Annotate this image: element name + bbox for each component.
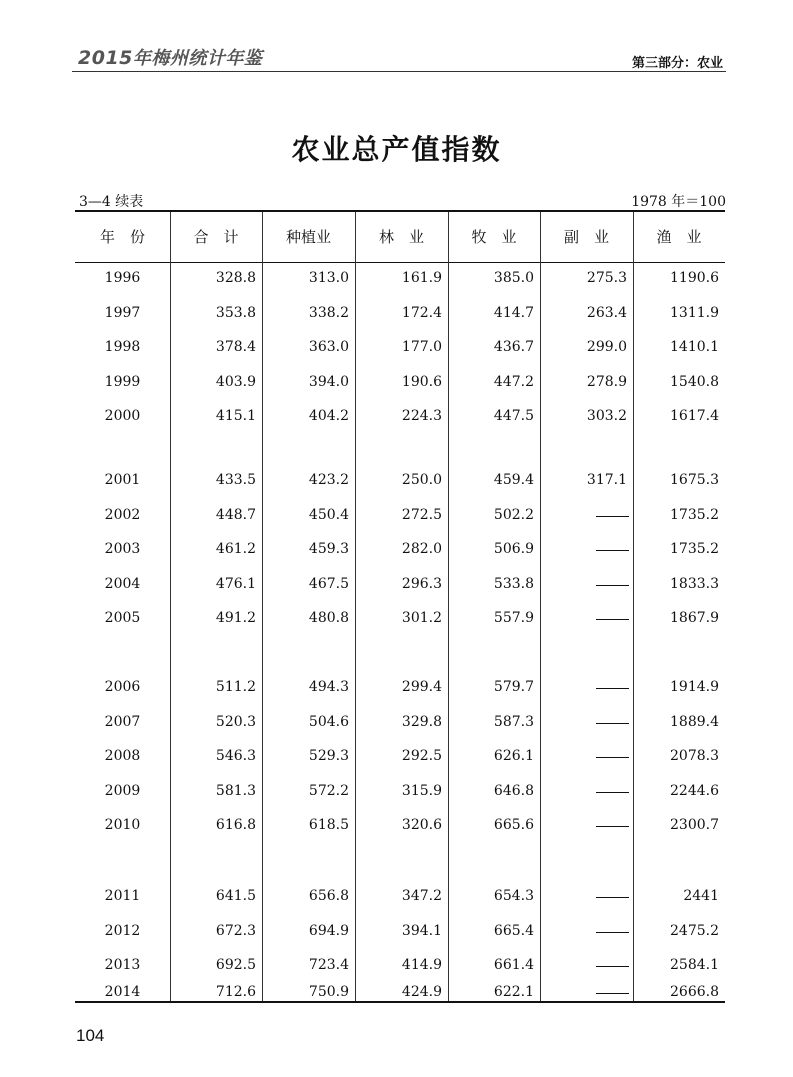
- column-divider: [633, 212, 634, 1001]
- cell-fishery: 2666.8: [670, 984, 719, 1000]
- cell-crop: 313.0: [308, 270, 349, 286]
- cell-total: 403.9: [215, 373, 256, 390]
- cell-forestry: 250.0: [401, 472, 442, 488]
- cell-crop: 656.8: [308, 888, 349, 904]
- cell-fishery: 1540.8: [670, 373, 719, 390]
- cell-total: 546.3: [215, 748, 256, 765]
- cell-total: 511.2: [215, 679, 256, 695]
- cell-total: 476.1: [215, 575, 256, 592]
- cell-forestry: 190.6: [401, 373, 442, 390]
- running-header-title: [78, 44, 262, 70]
- cell-year: 2007: [104, 713, 141, 730]
- cell-crop: 338.2: [308, 304, 349, 321]
- column-header-sideline: 副 业: [563, 228, 609, 246]
- cell-fishery: 1617.4: [670, 408, 719, 425]
- cell-sideline: 278.9: [586, 373, 627, 390]
- column-header-total: 合 计: [193, 228, 239, 246]
- cell-forestry: 296.3: [401, 575, 442, 592]
- cell-total: 616.8: [215, 817, 256, 834]
- cell-crop: 618.5: [308, 817, 349, 834]
- base-note: 1978 年＝100: [631, 194, 726, 210]
- cell-fishery: 1735.2: [670, 506, 719, 523]
- cell-forestry: 172.4: [401, 304, 442, 321]
- column-header-year: 年 份: [99, 228, 145, 246]
- column-header-forestry: 林 业: [378, 228, 424, 246]
- cell-year: 1997: [104, 304, 141, 321]
- column-divider: [355, 212, 356, 1001]
- cell-forestry: 315.9: [401, 782, 442, 799]
- cell-forestry: 177.0: [401, 339, 442, 356]
- cell-forestry: 224.3: [401, 408, 442, 425]
- cell-sideline: 317.1: [586, 472, 627, 488]
- header-rule: [72, 71, 726, 72]
- cell-forestry: 320.6: [401, 817, 442, 834]
- cell-forestry: 282.0: [401, 541, 442, 558]
- cell-forestry: 301.2: [401, 610, 442, 627]
- no-data-dash: [596, 897, 629, 898]
- cell-total: 491.2: [215, 610, 256, 627]
- cell-sideline: 299.0: [586, 339, 627, 356]
- cell-year: 1998: [104, 339, 141, 356]
- cell-year: 1996: [104, 270, 141, 286]
- cell-year: 2000: [104, 408, 141, 425]
- cell-sideline: 275.3: [586, 270, 627, 286]
- cell-crop: 494.3: [308, 679, 349, 695]
- no-data-dash: [596, 792, 629, 793]
- cell-total: 461.2: [215, 541, 256, 558]
- cell-year: 1999: [104, 373, 141, 390]
- cell-total: 328.8: [215, 270, 256, 286]
- cell-livestock: 533.8: [493, 575, 534, 592]
- cell-fishery: 2244.6: [670, 782, 719, 799]
- cell-livestock: 506.9: [493, 541, 534, 558]
- cell-crop: 572.2: [308, 782, 349, 799]
- cell-total: 378.4: [215, 339, 256, 356]
- cell-forestry: 161.9: [401, 270, 442, 286]
- cell-year: 2012: [104, 922, 141, 939]
- column-header-livestock: 牧 业: [471, 228, 517, 246]
- header-section: 第三部分：农业: [631, 56, 723, 71]
- cell-year: 2014: [104, 984, 141, 1000]
- cell-crop: 750.9: [308, 984, 349, 1000]
- no-data-dash: [596, 550, 629, 551]
- table-id: 3—4 续表: [79, 194, 144, 210]
- page-title: 农业总产值指数: [291, 133, 502, 166]
- cell-fishery: 1190.6: [670, 270, 719, 286]
- no-data-dash: [596, 688, 629, 689]
- cell-year: 2004: [104, 575, 141, 592]
- column-header-crop: 种植业: [285, 228, 331, 246]
- cell-forestry: 347.2: [401, 888, 442, 904]
- cell-year: 2008: [104, 748, 141, 765]
- cell-total: 672.3: [215, 922, 256, 939]
- cell-forestry: 272.5: [401, 506, 442, 523]
- cell-livestock: 654.3: [493, 888, 534, 904]
- cell-livestock: 661.4: [493, 957, 534, 973]
- cell-crop: 394.0: [308, 373, 349, 390]
- cell-crop: 504.6: [308, 713, 349, 730]
- column-divider: [540, 212, 541, 1001]
- table-top-rule: [75, 210, 725, 212]
- cell-year: 2009: [104, 782, 141, 799]
- cell-crop: 404.2: [308, 408, 349, 425]
- cell-forestry: 329.8: [401, 713, 442, 730]
- cell-livestock: 665.6: [493, 817, 534, 834]
- cell-livestock: 447.2: [493, 373, 534, 390]
- cell-year: 2013: [104, 957, 141, 973]
- cell-sideline: 263.4: [586, 304, 627, 321]
- cell-forestry: 394.1: [401, 922, 442, 939]
- cell-fishery: 1311.9: [670, 304, 719, 321]
- cell-fishery: 1914.9: [670, 679, 719, 695]
- no-data-dash: [596, 619, 629, 620]
- cell-year: 2003: [104, 541, 141, 558]
- table-header-rule: [75, 262, 725, 263]
- header-book-title: 年梅州统计年鉴: [132, 48, 263, 69]
- cell-crop: 529.3: [308, 748, 349, 765]
- cell-fishery: 1735.2: [670, 541, 719, 558]
- cell-total: 448.7: [215, 506, 256, 523]
- cell-forestry: 292.5: [401, 748, 442, 765]
- cell-forestry: 299.4: [401, 679, 442, 695]
- cell-fishery: 2475.2: [670, 922, 719, 939]
- no-data-dash: [596, 993, 629, 994]
- cell-livestock: 579.7: [493, 679, 534, 695]
- cell-livestock: 385.0: [493, 270, 534, 286]
- cell-forestry: 414.9: [401, 957, 442, 973]
- header-year: 2015: [78, 47, 133, 69]
- no-data-dash: [596, 723, 629, 724]
- cell-total: 353.8: [215, 304, 256, 321]
- no-data-dash: [596, 516, 629, 517]
- no-data-dash: [596, 826, 629, 827]
- cell-forestry: 424.9: [401, 984, 442, 1000]
- column-header-fishery: 渔 业: [656, 228, 702, 246]
- cell-crop: 363.0: [308, 339, 349, 356]
- cell-fishery: 1675.3: [670, 472, 719, 488]
- cell-total: 712.6: [215, 984, 256, 1000]
- cell-crop: 467.5: [308, 575, 349, 592]
- cell-crop: 423.2: [308, 472, 349, 488]
- column-divider: [262, 212, 263, 1001]
- page-number: 104: [76, 1026, 105, 1045]
- cell-livestock: 459.4: [493, 472, 534, 488]
- cell-fishery: 2078.3: [670, 748, 719, 765]
- cell-crop: 480.8: [308, 610, 349, 627]
- cell-total: 641.5: [215, 888, 256, 904]
- cell-fishery: 2441: [683, 888, 719, 904]
- cell-crop: 450.4: [308, 506, 349, 523]
- cell-total: 581.3: [215, 782, 256, 799]
- cell-crop: 459.3: [308, 541, 349, 558]
- cell-livestock: 626.1: [493, 748, 534, 765]
- cell-fishery: 1889.4: [670, 713, 719, 730]
- cell-livestock: 622.1: [493, 984, 534, 1000]
- cell-crop: 723.4: [308, 957, 349, 973]
- cell-fishery: 2584.1: [670, 957, 719, 973]
- cell-year: 2011: [104, 888, 141, 904]
- cell-year: 2010: [104, 817, 141, 834]
- cell-livestock: 557.9: [493, 610, 534, 627]
- cell-year: 2001: [104, 472, 141, 488]
- cell-sideline: 303.2: [586, 408, 627, 425]
- cell-total: 520.3: [215, 713, 256, 730]
- no-data-dash: [596, 757, 629, 758]
- cell-year: 2005: [104, 610, 141, 627]
- table-bottom-rule: [75, 1001, 725, 1003]
- column-divider: [170, 212, 171, 1001]
- cell-livestock: 447.5: [493, 408, 534, 425]
- cell-fishery: 1410.1: [670, 339, 719, 356]
- no-data-dash: [596, 966, 629, 967]
- no-data-dash: [596, 585, 629, 586]
- no-data-dash: [596, 932, 629, 933]
- cell-livestock: 502.2: [493, 506, 534, 523]
- cell-livestock: 646.8: [493, 782, 534, 799]
- cell-livestock: 665.4: [493, 922, 534, 939]
- cell-year: 2006: [104, 679, 141, 695]
- cell-fishery: 2300.7: [670, 817, 719, 834]
- cell-total: 415.1: [215, 408, 256, 425]
- cell-fishery: 1867.9: [670, 610, 719, 627]
- cell-year: 2002: [104, 506, 141, 523]
- cell-livestock: 587.3: [493, 713, 534, 730]
- column-divider: [448, 212, 449, 1001]
- cell-fishery: 1833.3: [670, 575, 719, 592]
- cell-total: 692.5: [215, 957, 256, 973]
- cell-livestock: 436.7: [493, 339, 534, 356]
- cell-livestock: 414.7: [493, 304, 534, 321]
- cell-crop: 694.9: [308, 922, 349, 939]
- cell-total: 433.5: [215, 472, 256, 488]
